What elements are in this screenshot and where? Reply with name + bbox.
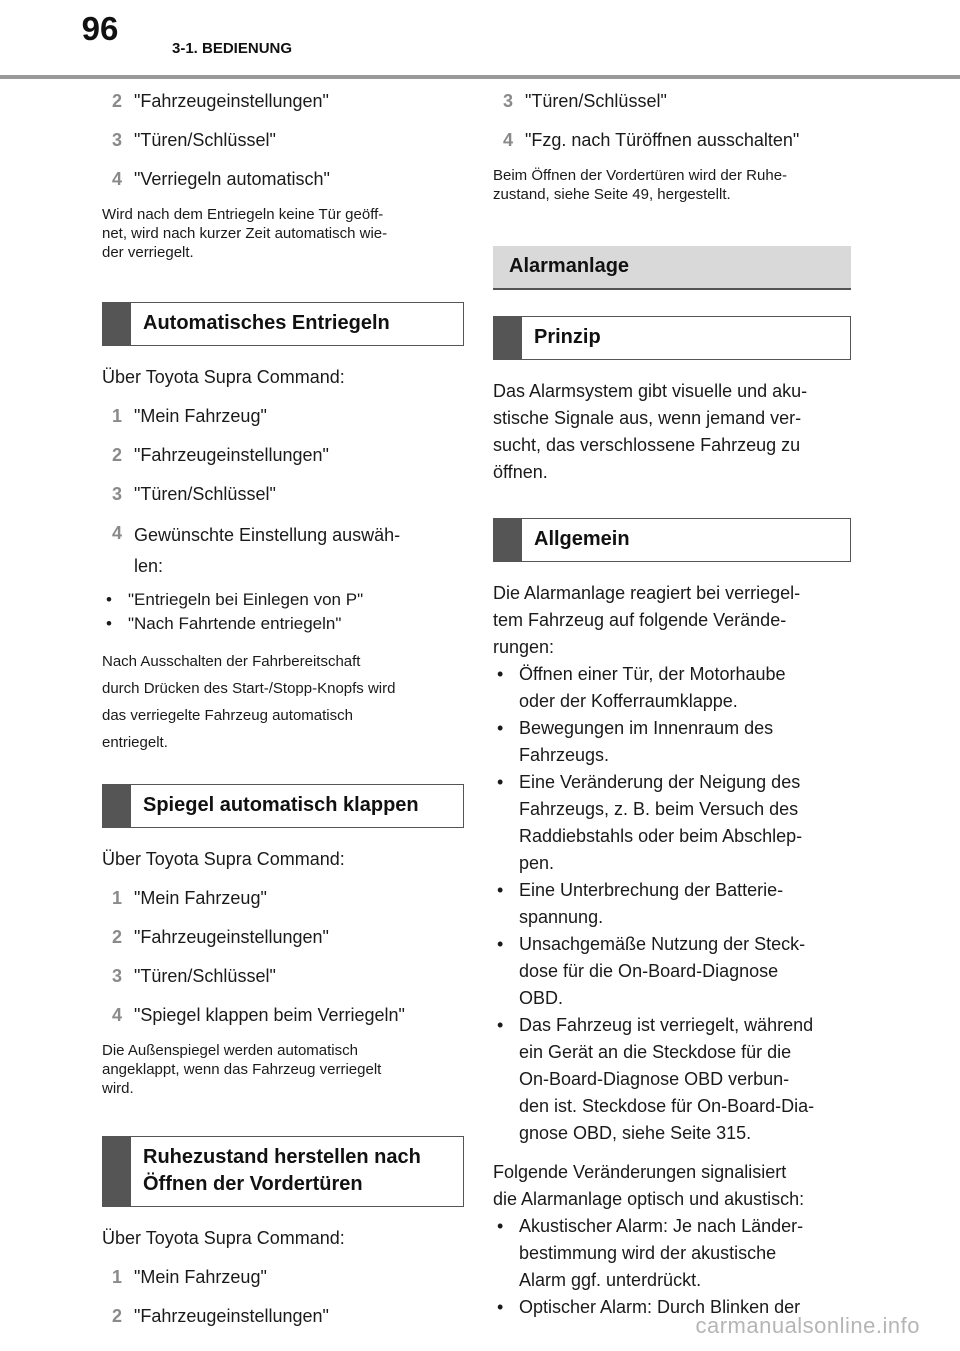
step-number: 2 bbox=[112, 91, 123, 111]
paragraph-signals: Folgende Veränderungen signalisiert die Alarmanlage optisch und akustisch: bbox=[493, 1162, 805, 1209]
step-item bbox=[102, 481, 464, 508]
list-item: • Bewegungen im Innenraum des Fahrzeugs. bbox=[493, 715, 851, 769]
intro-command: Über Toyota Supra Command: bbox=[102, 849, 345, 869]
section-heading-mirror-fold bbox=[102, 784, 464, 828]
step-number: 2 bbox=[112, 1306, 123, 1326]
step-item bbox=[102, 442, 464, 469]
step-number: 1 bbox=[112, 406, 123, 426]
left-column bbox=[102, 88, 464, 1342]
step-text: "Türen/Schlüssel" bbox=[134, 484, 276, 504]
heading-bar bbox=[494, 317, 522, 359]
steps-rest-state bbox=[102, 1264, 464, 1330]
steps-lock-auto bbox=[102, 88, 464, 193]
step-number: 3 bbox=[112, 966, 123, 986]
step-item bbox=[493, 88, 851, 115]
alarm-triggers bbox=[493, 661, 851, 1147]
alarm-signals bbox=[493, 1213, 851, 1321]
note-rest-state: Beim Öffnen der Vordertüren wird der Ruhe- zustand, siehe Seite 49, hergestellt. bbox=[493, 167, 788, 203]
right-column bbox=[493, 88, 851, 1333]
step-item bbox=[102, 1002, 464, 1029]
section-heading-auto-unlock bbox=[102, 302, 464, 346]
note-auto-unlock: Nach Ausschalten der Fahrbereitschaft durch Drücken des Start-/Stopp-Knopfs wird das verriegelte Fahrzeug automatisch entriegelt. bbox=[102, 653, 396, 751]
step-text: "Türen/Schlüssel" bbox=[134, 130, 276, 150]
list-item: • "Entriegeln bei Einlegen von P" bbox=[102, 588, 464, 612]
list-item: • Optischer Alarm: Durch Blinken der bbox=[493, 1294, 851, 1321]
step-number: 4 bbox=[112, 1005, 123, 1025]
page-number: 96 bbox=[81, 10, 119, 47]
list-item: • Öffnen einer Tür, der Motorhaube oder der Kofferraumklappe. bbox=[493, 661, 851, 715]
step-text: "Spiegel klappen beim Verriegeln" bbox=[134, 1005, 405, 1025]
step-text: "Fahrzeugeinstellungen" bbox=[134, 1306, 329, 1326]
section-heading-rest-state bbox=[102, 1136, 464, 1207]
note-mirror-fold: Die Außenspiegel werden automatisch angeklappt, wenn das Fahrzeug verriegelt wird. bbox=[102, 1042, 382, 1097]
list-item: • Das Fahrzeug ist verriegelt, während ein Gerät an die Steckdose für die On-Board-Diagnose OBD verbun- den ist. Steckdose für On-Board-Dia- gnose OBD, siehe Seite 315. bbox=[493, 1012, 851, 1147]
list-item: • "Nach Fahrtende entriegeln" bbox=[102, 612, 464, 636]
step-item bbox=[102, 403, 464, 430]
step-number: 4 bbox=[112, 523, 123, 543]
step-item bbox=[102, 127, 464, 154]
intro-command: Über Toyota Supra Command: bbox=[102, 367, 345, 387]
steps-rest-state-continued bbox=[493, 88, 851, 154]
list-item: • Eine Veränderung der Neigung des Fahrzeugs, z. B. beim Versuch des Raddiebstahls oder beim Abschlep- pen. bbox=[493, 769, 851, 877]
heading-bar bbox=[103, 1137, 131, 1206]
list-item: • Akustischer Alarm: Je nach Länder- bestimmung wird der akustische Alarm ggf. unterdrückt. bbox=[493, 1213, 851, 1294]
step-item bbox=[102, 88, 464, 115]
step-text: "Türen/Schlüssel" bbox=[525, 91, 667, 111]
step-number: 2 bbox=[112, 927, 123, 947]
step-text: "Fzg. nach Türöffnen ausschalten" bbox=[525, 130, 800, 150]
heading-bar bbox=[493, 246, 507, 288]
heading-bar bbox=[103, 785, 131, 827]
step-number: 3 bbox=[112, 484, 123, 504]
heading-text: Allgemein bbox=[534, 528, 630, 550]
heading-text: Spiegel automatisch klappen bbox=[143, 794, 419, 816]
watermark: carmanualsonline.info bbox=[695, 1313, 920, 1338]
step-item bbox=[102, 520, 464, 582]
note-auto-lock: Wird nach dem Entriegeln keine Tür geöff- net, wird nach kurzer Zeit automatisch wie- der verriegelt. bbox=[102, 206, 388, 261]
step-item bbox=[102, 924, 464, 951]
step-item bbox=[102, 963, 464, 990]
step-text: "Verriegeln automatisch" bbox=[134, 169, 330, 189]
step-number: 3 bbox=[112, 130, 123, 150]
step-item bbox=[102, 166, 464, 193]
step-item bbox=[102, 885, 464, 912]
step-number: 1 bbox=[112, 1267, 123, 1287]
step-text: "Mein Fahrzeug" bbox=[134, 888, 267, 908]
step-item bbox=[493, 127, 851, 154]
page-header bbox=[0, 0, 960, 80]
step-number: 1 bbox=[112, 888, 123, 908]
step-text: "Mein Fahrzeug" bbox=[134, 406, 267, 426]
paragraph-general: Die Alarmanlage reagiert bei verriegel- tem Fahrzeug auf folgende Verände- rungen: bbox=[493, 583, 801, 657]
header-rule bbox=[0, 75, 960, 79]
step-number: 2 bbox=[112, 445, 123, 465]
paragraph-principle: Das Alarmsystem gibt visuelle und aku- stische Signale aus, wenn jemand ver- sucht, das verschlossene Fahrzeug zu öffnen. bbox=[493, 381, 808, 482]
step-number: 4 bbox=[503, 130, 514, 150]
step-number: 3 bbox=[503, 91, 514, 111]
list-item: • Eine Unterbrechung der Batterie- spannung. bbox=[493, 877, 851, 931]
heading-text: Automatisches Entriegeln bbox=[143, 312, 390, 334]
heading-bar bbox=[103, 303, 131, 345]
heading-text: Prinzip bbox=[534, 326, 601, 348]
section-heading-alarm bbox=[493, 246, 851, 290]
unlock-options bbox=[102, 588, 464, 636]
chapter-title: 3-1. BEDIENUNG bbox=[172, 40, 293, 57]
step-item bbox=[102, 1264, 464, 1291]
heading-text: Ruhezustand herstellen nach Öffnen der Vordertüren bbox=[143, 1146, 421, 1195]
section-heading-principle bbox=[493, 316, 851, 360]
heading-text: Alarmanlage bbox=[509, 255, 630, 277]
step-text: Gewünschte Einstellung auswäh- len: bbox=[134, 525, 401, 576]
step-text: "Türen/Schlüssel" bbox=[134, 966, 276, 986]
step-text: "Fahrzeugeinstellungen" bbox=[134, 927, 329, 947]
intro-command: Über Toyota Supra Command: bbox=[102, 1228, 345, 1248]
section-heading-general bbox=[493, 518, 851, 562]
step-text: "Fahrzeugeinstellungen" bbox=[134, 445, 329, 465]
heading-bar bbox=[494, 519, 522, 561]
step-number: 4 bbox=[112, 169, 123, 189]
steps-auto-unlock bbox=[102, 403, 464, 582]
step-item bbox=[102, 1303, 464, 1330]
step-text: "Mein Fahrzeug" bbox=[134, 1267, 267, 1287]
step-text: "Fahrzeugeinstellungen" bbox=[134, 91, 329, 111]
list-item: • Unsachgemäße Nutzung der Steck- dose für die On-Board-Diagnose OBD. bbox=[493, 931, 851, 1012]
steps-mirror-fold bbox=[102, 885, 464, 1029]
